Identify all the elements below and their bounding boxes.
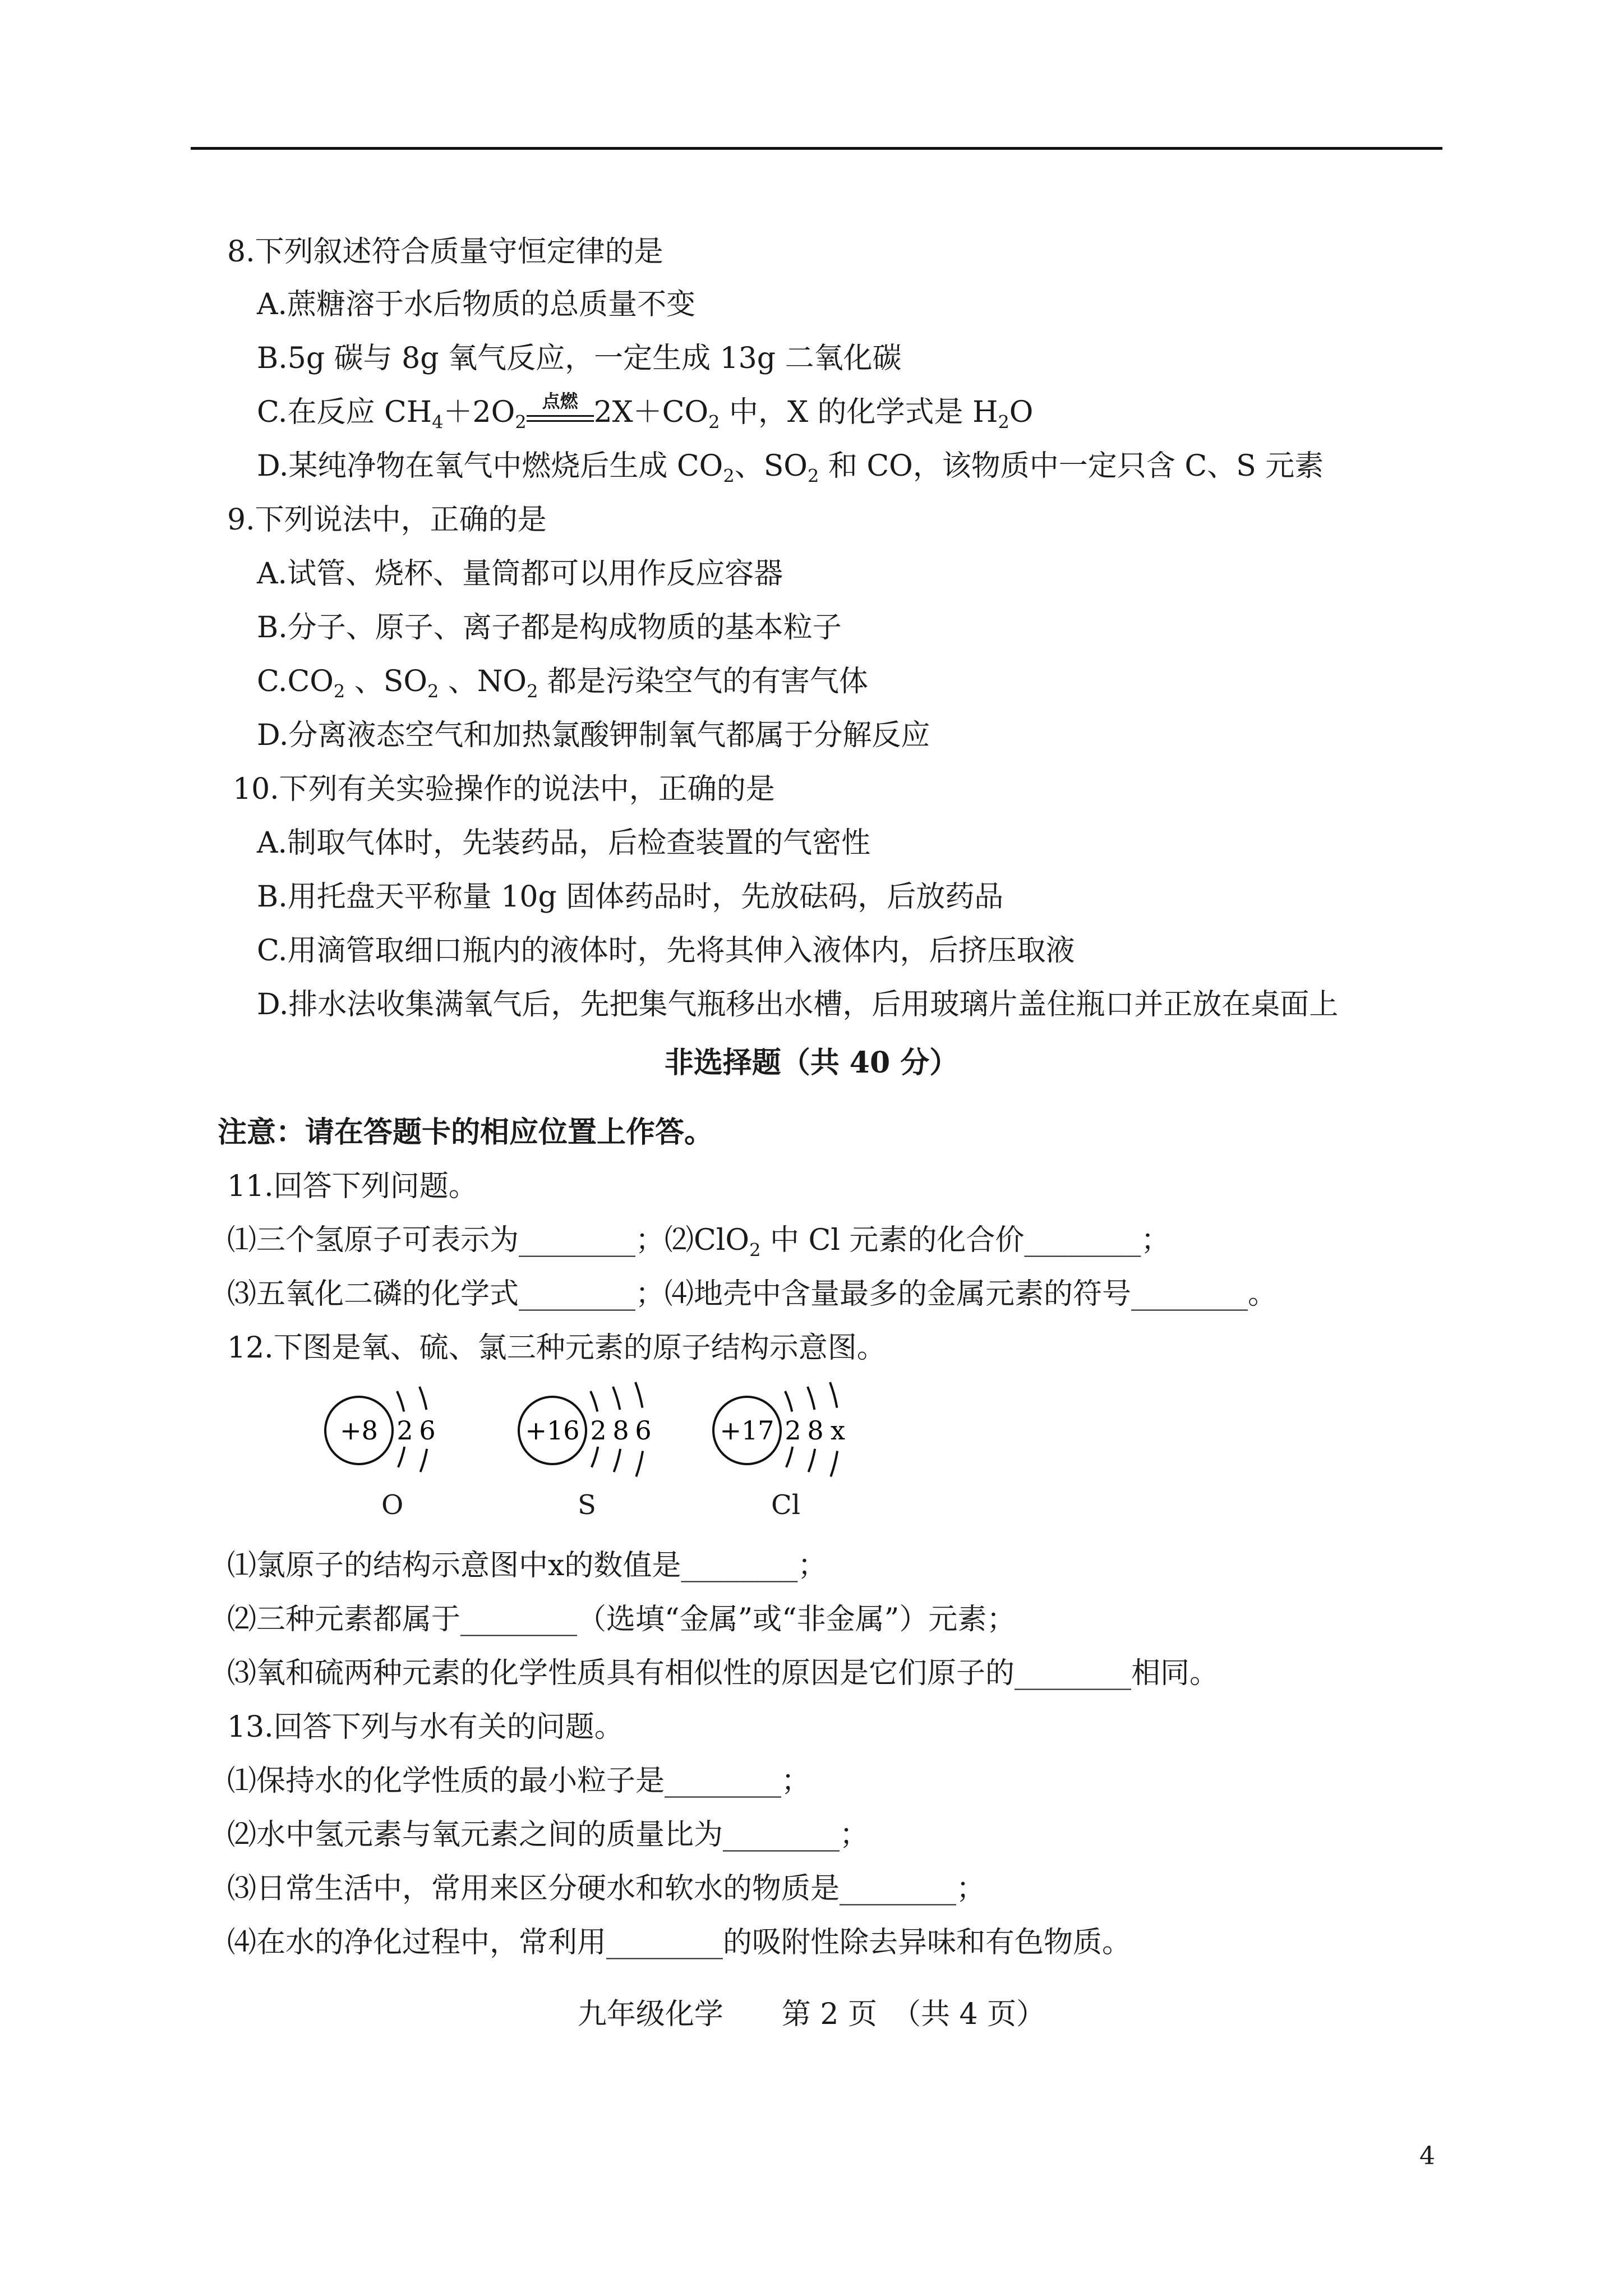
q8-stem: 8.下列叙述符合质量守恒定律的是 [227, 235, 663, 269]
sulfur-atom-diagram [519, 1382, 652, 1479]
q12-part-3: ⑶氧和硫两种元素的化学性质具有相似性的原因是它们原子的________相同。 [227, 1657, 1219, 1690]
q11-line-1: ⑴三个氢原子可表示为________；⑵ClO$_2$ 中 Cl 元素的化合价________； [227, 1223, 1170, 1261]
q9-option-b: B.分子、原子、离子都是构成物质的基本粒子 [257, 611, 842, 645]
q9-stem: 9.下列说法中，正确的是 [227, 503, 547, 537]
q9-option-c: $C.CO_2$ 、$SO_2$ 、$NO_2$ 都是污染空气的有害气体 [257, 665, 868, 702]
reaction-condition: 点燃 [527, 403, 594, 422]
q8-option-b: B.5g 碳与 8g 氧气反应，一定生成 13g 二氧化碳 [257, 342, 902, 375]
q10-option-a: A.制取气体时，先装药品，后检查装置的气密性 [257, 826, 871, 860]
q10-option-d: D.排水法收集满氧气后，先把集气瓶移出水槽，后用玻璃片盖住瓶口并正放在桌面上 [257, 988, 1339, 1022]
q13-part-3: ⑶日常生活中，常用来区分硬水和软水的物质是________； [227, 1872, 986, 1906]
nucleus-charge: +16 [525, 1415, 580, 1446]
q13-part-1: ⑴保持水的化学性质的最小粒子是________； [227, 1764, 811, 1798]
q8-option-a: A.蔗糖溶于水后物质的总质量不变 [257, 288, 696, 321]
q13-part-2: ⑵水中氢元素与氧元素之间的质量比为________； [227, 1818, 869, 1852]
shell-electron-count: 2 [396, 1415, 413, 1446]
page-number: 4 [1419, 2142, 1435, 2170]
q13-stem: 13.回答下列与水有关的问题。 [227, 1710, 624, 1744]
page-footer: 九年级化学 第 2 页 （共 4 页） [577, 1998, 1046, 2031]
q8-option-c: C.在反应 $CH_4+2O_2$ 点燃 $2X+CO_2$ 中，X 的化学式是 $H_2O$ [257, 390, 1034, 433]
shell-electron-count: 6 [419, 1415, 436, 1446]
atom-symbol-o: O [381, 1489, 404, 1521]
q12-part-1: ⑴氯原子的结构示意图中x的数值是________； [227, 1549, 827, 1582]
shell-electron-count: 8 [807, 1415, 824, 1446]
q9-option-d: D.分离液态空气和加热氯酸钾制氧气都属于分解反应 [257, 719, 930, 752]
chlorine-atom-diagram [713, 1382, 845, 1479]
atom-structure-diagram [314, 1363, 931, 1509]
q12-stem: 12.下图是氧、硫、氯三种元素的原子结构示意图。 [227, 1331, 886, 1365]
shell-electron-count: x [831, 1415, 845, 1446]
q10-option-b: B.用托盘天平称量 10g 固体药品时，先放砝码，后放药品 [257, 880, 1004, 914]
q12-part-2: ⑵三种元素都属于________（选填“金属”或“非金属”）元素； [227, 1603, 1016, 1636]
section-note: 注意：请在答题卡的相应位置上作答。 [218, 1115, 714, 1149]
nucleus-charge: +17 [720, 1415, 774, 1446]
q11-line-2: ⑶五氧化二磷的化学式________；⑷地壳中含量最多的金属元素的符号________。 [227, 1277, 1278, 1311]
shell-electron-count: 6 [635, 1415, 652, 1446]
shell-electron-count: 8 [612, 1415, 629, 1446]
section-title: 非选择题（共 40 分） [664, 1046, 959, 1080]
atom-symbol-s: S [578, 1489, 596, 1521]
shell-electron-count: 2 [785, 1415, 801, 1446]
oxygen-atom-diagram [325, 1387, 436, 1474]
q11-stem: 11.回答下列问题。 [227, 1170, 478, 1203]
q13-part-4: ⑷在水的净化过程中，常利用________的吸附性除去异味和有色物质。 [227, 1926, 1132, 1959]
q8-option-d: D.某纯净物在氧气中燃烧后生成 $CO_2$、$SO_2$ 和 CO，该物质中一定只含 C、S 元素 [257, 449, 1324, 487]
q10-stem: 10.下列有关实验操作的说法中，正确的是 [233, 772, 775, 806]
q9-option-a: A.试管、烧杯、量筒都可以用作反应容器 [257, 557, 783, 591]
q10-option-c: C.用滴管取细口瓶内的液体时，先将其伸入液体内，后挤压取液 [257, 934, 1075, 968]
shell-electron-count: 2 [590, 1415, 607, 1446]
header-rule [191, 147, 1442, 150]
nucleus-charge: +8 [340, 1415, 378, 1446]
atom-symbol-cl: Cl [771, 1489, 801, 1521]
